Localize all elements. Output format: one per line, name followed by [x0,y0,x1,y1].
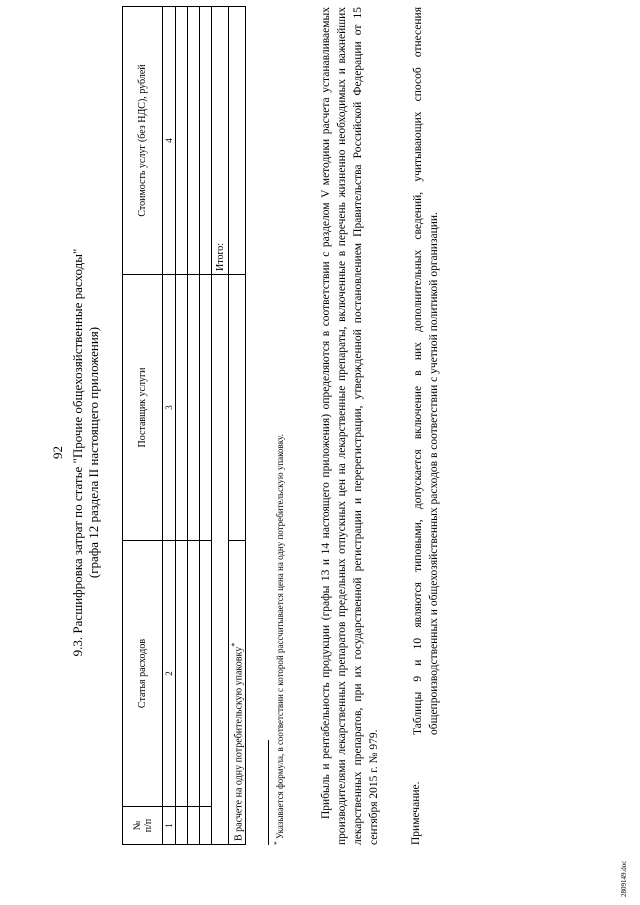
table-row [188,7,200,845]
total-row [212,7,229,845]
note-label: Примечание. [410,781,422,845]
header-number-sign: № [131,820,143,831]
column-number-row [163,7,176,845]
total-label: Итого: [212,7,229,275]
footnote-text: Указывается формула, в соответствии с которой рассчитывается цена на одну потребительскую упаковку. [275,434,285,839]
footnote-divider [268,740,269,845]
footnote-marker: * [272,841,281,845]
header-number-abbr: п/п [142,818,154,833]
header-cost: Стоимость услуг (без НДС), рублей [123,7,163,275]
table-cell [200,275,212,541]
table-cell [200,7,212,275]
table-row [176,7,188,845]
column-number: 4 [163,7,176,275]
per-unit-supplier-cell [229,275,246,541]
profit-paragraph: Прибыль и рентабельность продукции (графы 13 и 14 настоящего приложения) определяются в соответствии с разделом V методики расчета устанавливаемых производителями лекарственных препаратов предельных отпускных цен на лекарственные препараты, включенные в перечень жизненно необходимых и важнейших лекарственных препаратов, при их государственной регистрации и перерегистрации, утвержденной постановлением Правительства Российской Федерации от 15 сентября 2015 г. № 979. [320,7,380,845]
table-header-row [123,7,163,845]
per-unit-row [229,7,246,845]
footnote [272,434,285,845]
per-unit-footnote-marker: * [229,642,239,647]
column-number: 1 [163,807,176,845]
per-unit-cost-cell [229,7,246,275]
table-cell [188,7,200,275]
note-text: Таблицы 9 и 10 являются типовыми, допускается включение в них дополнительных сведений, учитывающих способ отнесения общепроизводственных и общехозяйственных расходов в соответствии с учетной политикой организации. [412,7,440,735]
table-cell [176,541,188,807]
table-cell [188,541,200,807]
column-number: 2 [163,541,176,807]
per-unit-label-text: В расчете на одну потребительскую упаковку [233,646,245,841]
table-cell [200,541,212,807]
per-unit-label [229,541,246,845]
table-row [200,7,212,845]
table-cell [176,807,188,845]
table-cell [176,7,188,275]
header-supplier: Поставщик услуги [123,275,163,541]
title-line-2: (графа 12 раздела II настоящего приложения) [86,326,101,579]
column-number: 3 [163,275,176,541]
table-cell [188,807,200,845]
table-cell [188,275,200,541]
table-cell [176,275,188,541]
total-spacer [212,275,229,845]
expense-breakdown-table [122,6,246,845]
header-number [123,807,163,845]
header-expense-item: Статья расходов [123,541,163,807]
page-number: 92 [50,446,65,459]
doc-filename: 2809149.doc [620,860,628,897]
title-line-1: 9.3. Расшифровка затрат по статье "Прочие общехозяйственные расходы" [70,248,85,657]
table-cell [200,807,212,845]
section-title [70,0,102,905]
